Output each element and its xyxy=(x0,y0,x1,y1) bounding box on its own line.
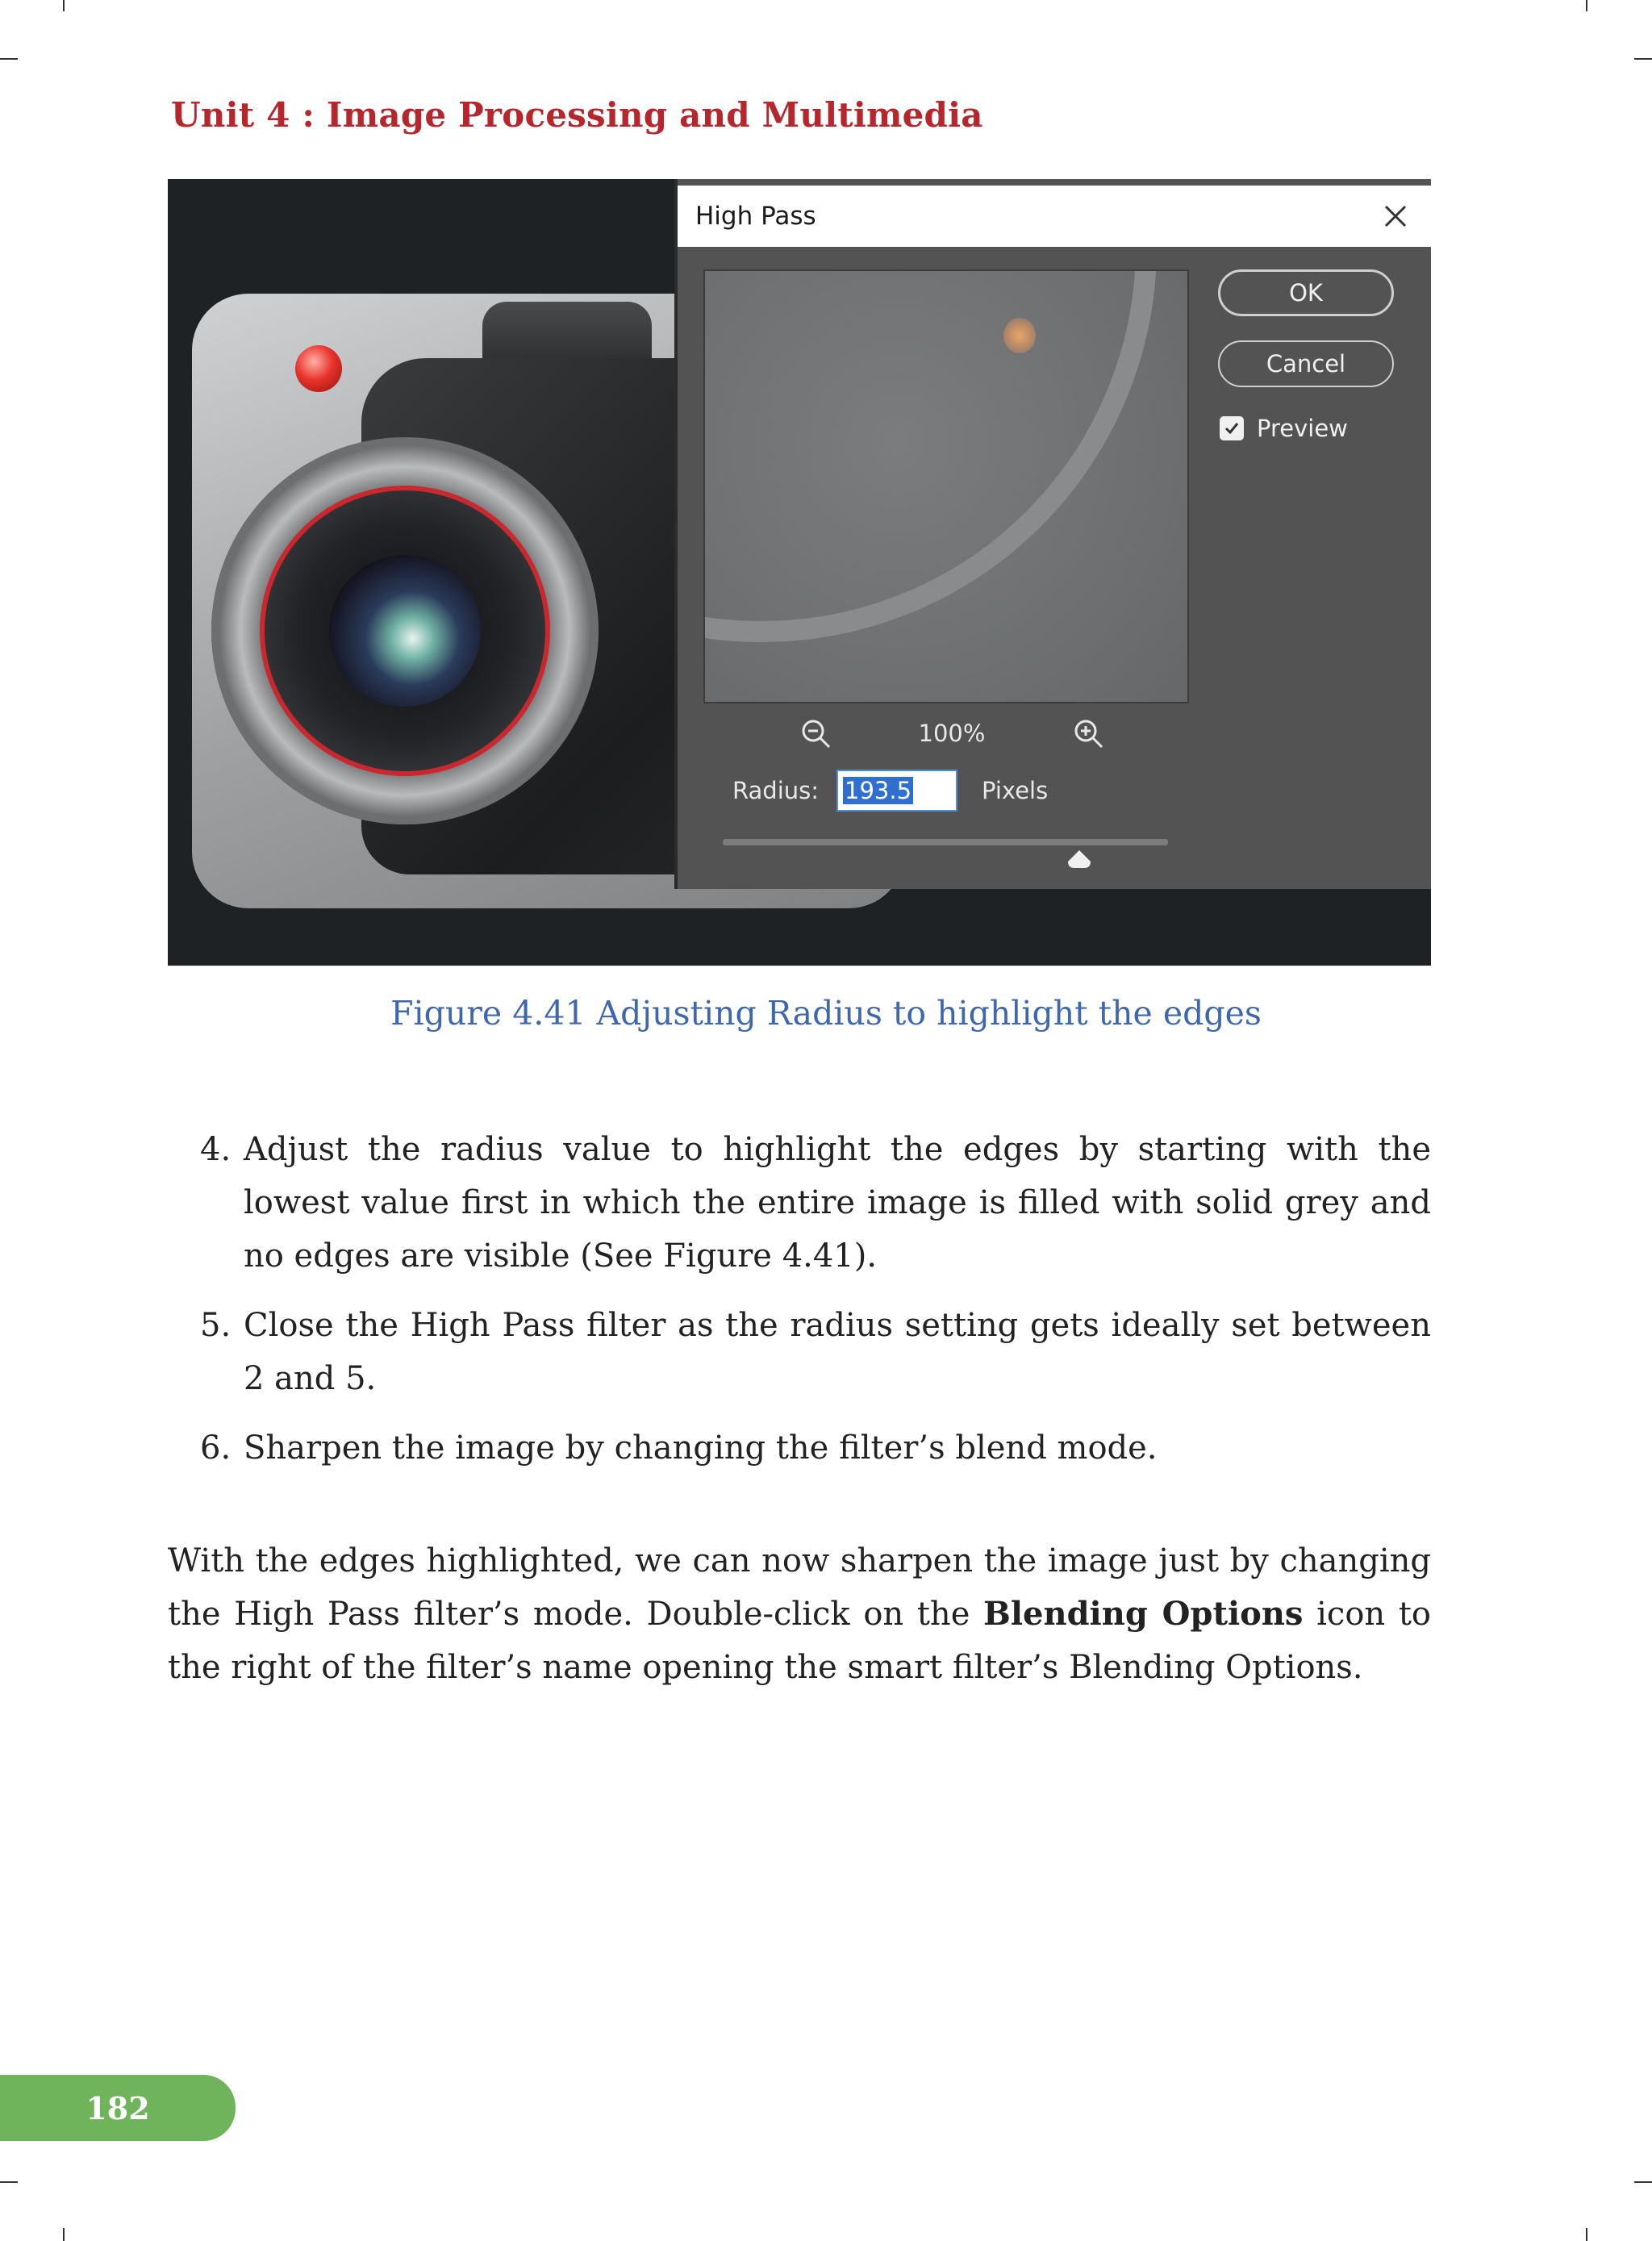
radius-slider-thumb[interactable] xyxy=(1066,849,1092,870)
dialog-titlebar xyxy=(678,186,1431,247)
zoom-controls xyxy=(799,713,1105,753)
list-item xyxy=(200,1123,1431,1283)
list-item xyxy=(200,1421,1431,1475)
crop-mark xyxy=(1634,58,1652,60)
radius-input[interactable] xyxy=(836,770,957,812)
crop-mark xyxy=(1634,2181,1652,2183)
preview-checkbox-row[interactable] xyxy=(1220,415,1348,442)
step-text: Sharpen the image by changing the filter’s blend mode. xyxy=(244,1429,1158,1467)
zoom-in-icon[interactable] xyxy=(1071,716,1105,750)
filter-preview[interactable] xyxy=(703,269,1189,703)
pixels-label: Pixels xyxy=(982,777,1049,804)
list-item xyxy=(200,1299,1431,1405)
page-number: 182 xyxy=(0,2075,236,2141)
camera-lens-glass xyxy=(329,555,481,707)
radius-row xyxy=(732,770,1048,812)
body-paragraph xyxy=(168,1534,1431,1694)
high-pass-dialog xyxy=(674,179,1431,889)
zoom-level: 100% xyxy=(918,720,986,747)
checkmark-icon xyxy=(1223,419,1241,437)
figure-caption: Figure 4.41 Adjusting Radius to highlight the edges xyxy=(390,994,1262,1033)
crop-mark xyxy=(1586,0,1587,11)
ok-button[interactable]: OK xyxy=(1218,269,1394,316)
paragraph-text: With the edges highlighted, we can now sharpen the image just by changing the High Pass filter’s mode. Double-click on the xyxy=(168,1542,1431,1633)
crop-mark xyxy=(1586,2228,1587,2241)
step-text: Close the High Pass filter as the radius setting gets ideally set between 2 and 5. xyxy=(244,1307,1431,1397)
radius-value: 193.5 xyxy=(845,777,912,804)
step-number: 5. xyxy=(200,1307,232,1344)
preview-spot xyxy=(1003,318,1036,353)
radius-slider-track[interactable] xyxy=(723,839,1168,845)
zoom-out-icon[interactable] xyxy=(799,716,832,750)
close-icon[interactable] xyxy=(1379,200,1412,232)
crop-mark xyxy=(0,2181,18,2183)
crop-mark xyxy=(63,0,65,11)
crop-mark xyxy=(0,58,18,60)
dialog-title: High Pass xyxy=(695,202,816,231)
crop-mark xyxy=(63,2228,65,2241)
paragraph-text: icon to the right of the filter’s name opening the smart filter’s Blending Options. xyxy=(168,1596,1431,1686)
preview-label: Preview xyxy=(1257,415,1348,442)
blending-options-term: Blending Options xyxy=(983,1595,1304,1633)
step-text: Adjust the radius value to highlight the edges by starting with the lowest value first in which the entire image is filled with solid grey and no edges are visible (See Figure 4.41). xyxy=(244,1131,1431,1275)
figure-screenshot xyxy=(168,179,1431,966)
radius-label: Radius: xyxy=(732,777,820,804)
step-number: 6. xyxy=(200,1429,232,1467)
step-number: 4. xyxy=(200,1131,232,1168)
preview-arc xyxy=(703,269,1157,642)
preview-checkbox[interactable] xyxy=(1220,416,1244,440)
unit-heading: Unit 4 : Image Processing and Multimedia xyxy=(171,95,983,135)
record-light xyxy=(295,345,342,392)
steps-list xyxy=(200,1123,1431,1491)
cancel-button[interactable]: Cancel xyxy=(1218,340,1394,387)
